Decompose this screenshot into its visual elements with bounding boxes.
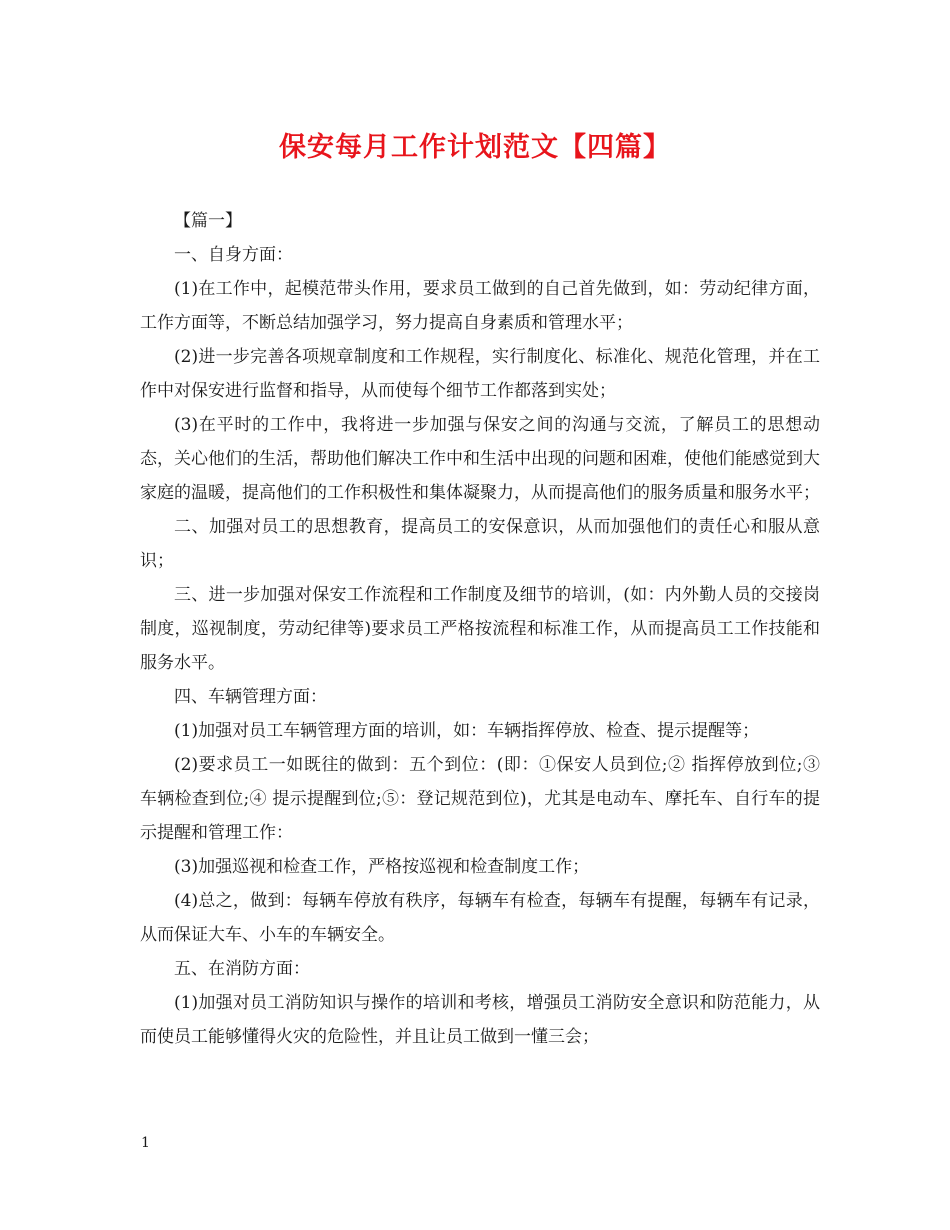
body-paragraph: 三、进一步加强对保安工作流程和工作制度及细节的培训，(如：内外勤人员的交接岗制度，巡视制度，劳动纪律等)要求员工严格按流程和标准工作，从而提高员工工作技能和服务水平。 [140, 585, 820, 673]
body-paragraph: (1)加强对员工消防知识与操作的培训和考核，增强员工消防安全意识和防范能力，从而使员工能够懂得火灾的危险性，并且让员工做到一懂三会； [140, 993, 820, 1047]
document-body [140, 204, 820, 1054]
body-paragraph: (1)加强对员工车辆管理方面的培训，如：车辆指挥停放、检查、提示提醒等； [174, 721, 760, 741]
section-heading: 五、在消防方面： [174, 959, 310, 979]
body-paragraph: 二、加强对员工的思想教育，提高员工的安保意识，从而加强他们的责任心和服从意识； [140, 517, 820, 571]
section-heading: 一、自身方面： [174, 245, 293, 265]
body-paragraph: (3)加强巡视和检查工作，严格按巡视和检查制度工作； [174, 857, 590, 877]
body-paragraph: (2)进一步完善各项规章制度和工作规程，实行制度化、标准化、规范化管理，并在工作中对保安进行监督和指导，从而使每个细节工作都落到实处； [140, 347, 820, 401]
section-heading: 四、车辆管理方面： [174, 687, 327, 707]
document-title: 保安每月工作计划范文【四篇】 [279, 132, 671, 163]
page-number: 1 [141, 1135, 150, 1151]
body-paragraph: (1)在工作中，起模范带头作用，要求员工做到的自己首先做到，如：劳动纪律方面，工作方面等，不断总结加强学习，努力提高自身素质和管理水平； [140, 279, 820, 333]
body-paragraph: (4)总之，做到：每辆车停放有秩序，每辆车有检查，每辆车有提醒，每辆车有记录，从而保证大车、小车的车辆安全。 [140, 891, 820, 945]
section-heading: 【篇一】 [174, 211, 242, 231]
body-paragraph: (2)要求员工一如既往的做到：五个到位：(即：①保安人员到位;② 指挥停放到位;③ 车辆检查到位;④ 提示提醒到位;⑤：登记规范到位)，尤其是电动车、摩托车、自行车的提示提醒和管理工作： [140, 755, 820, 843]
body-paragraph: (3)在平时的工作中，我将进一步加强与保安之间的沟通与交流，了解员工的思想动态，关心他们的生活，帮助他们解决工作中和生活中出现的问题和困难，使他们能感觉到大家庭的温暖，提高他们的工作积极性和集体凝聚力，从而提高他们的服务质量和服务水平； [140, 415, 820, 503]
